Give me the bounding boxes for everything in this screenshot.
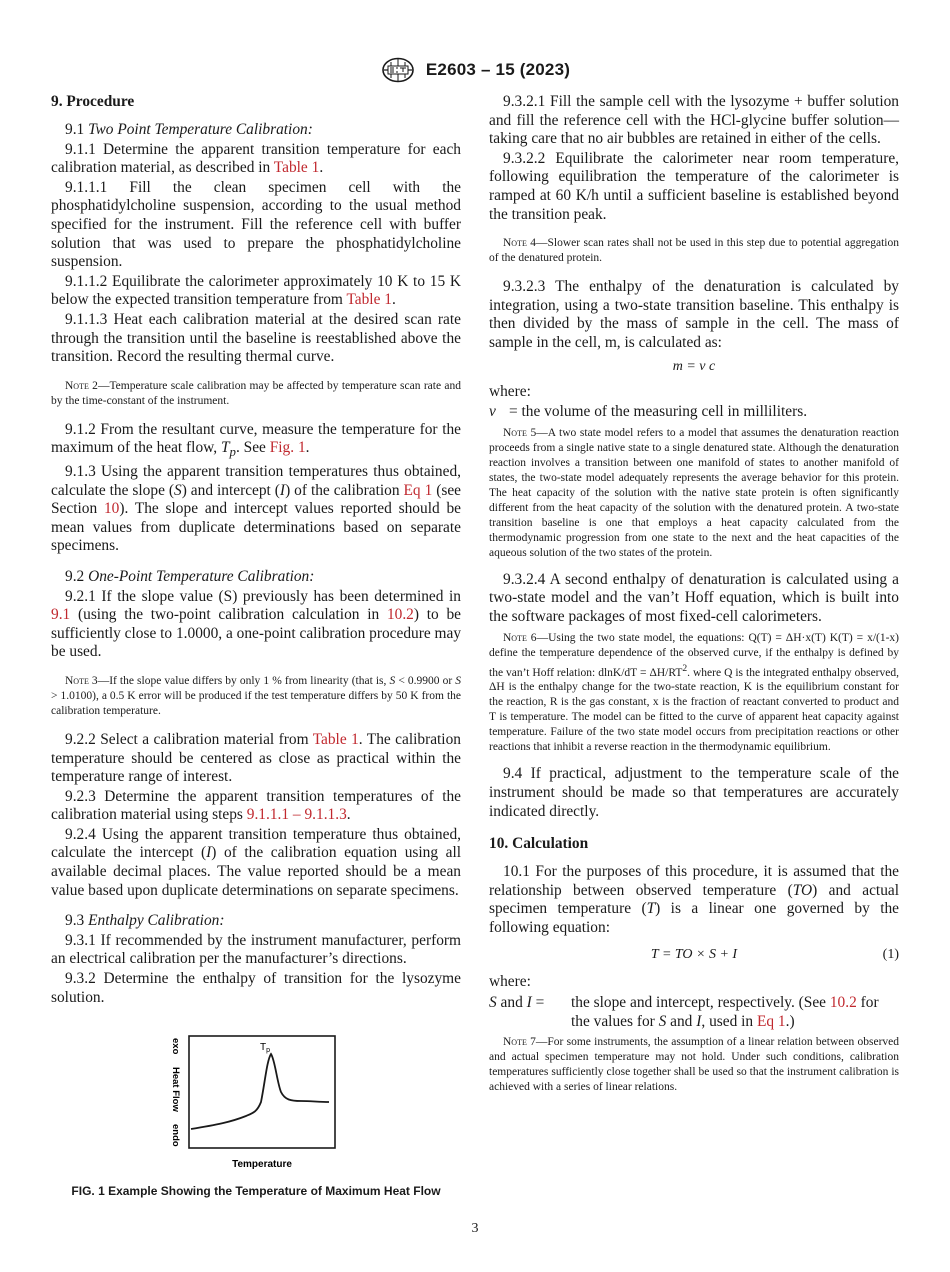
para-9-2-4: 9.2.4 Using the apparent transition temperature thus obtained, calculate the intercept (I) of the calibration equation using all available decimal places. The value reported should be a mean value based upon duplicate determinations on separate specimens. (51, 825, 461, 899)
table-1-link[interactable]: Table 1 (346, 291, 392, 309)
heat-flow-curve (191, 1054, 329, 1129)
left-column (51, 93, 461, 1008)
note-6: Note 6—Using the two state model, the equations: Q(T) = ΔH·x(T) K(T) = x/(1-x) define the temperature dependence of the observed curve, if the enthalpy is defined by the van’t Hoff relation: $dlnK/dT = \Delta H/RT^2$. where Q is the integrated enthalpy observed, ΔH is the enthalpy change for the two-state reaction, K is the equilibrium constant for the reaction, R is the gas constant, x is the fraction of reactant converted to product and T is temperature. The model can be fitted to the curve of apparent heat capacity against temperature. Failure of the two state model occurs from precipitation reactions or other reactions that inhibit a reverse reaction in the thermodynamic equilibrium. (489, 631, 900, 754)
note-5: Note 5—A two state model refers to a model that assumes the denaturation reaction proceeds from a single native state to a single denatured state. Although the denaturation reaction involves a transition between one manifold of states to another manifold of states, the two-state model adequately represents the average behavior for this protein. The heat capacity of the solution with the native state protein is often significantly different from the heat capacity of the solution with the denatured protein. A two-state transition baseline is one that employs a heat capacity calculated from the thermodynamic progression from one state to the next and the heat capacities of the aqueous solution of the two states of the protein. (489, 426, 900, 559)
section-10-2-link[interactable]: 10.2 (386, 606, 414, 624)
right-column (489, 93, 899, 1105)
steps-9-1-1-1-link[interactable]: 9.1.1.1 – 9.1.1.3 (246, 806, 347, 824)
para-9-1: 9.1 Two Point Temperature Calibration: (65, 121, 313, 138)
section-10-2-link[interactable]: 10.2 (829, 994, 857, 1012)
para-9-3: 9.3 Enthalpy Calibration: (65, 912, 225, 930)
para-10-1: 10.1 For the purposes of this procedure, it is assumed that the relationship between observed temperature (TO) and actual specimen temperature (T) is a linear one governed by the following equation: (489, 863, 899, 936)
where-label: where: (489, 382, 531, 400)
eq-1-link[interactable]: Eq 1 (403, 481, 433, 499)
eq-1-link[interactable]: Eq 1 (756, 1012, 786, 1030)
astm-logo-icon (380, 57, 416, 83)
figure-1 (51, 1030, 461, 1198)
page-header (0, 56, 950, 84)
fig-1-link[interactable]: Fig. 1 (269, 439, 306, 457)
table-1-link[interactable]: Table 1 (312, 730, 359, 748)
para-9-3-2-1: 9.3.2.1 Fill the sample cell with the lysozyme + buffer solution and fill the reference cell with the HCl-glycine buffer solution—taking care that no air bubbles are retained in either of the cells. (489, 93, 899, 148)
section-10-heading: 10. Calculation (489, 835, 589, 853)
note-7: Note 7—For some instruments, the assumption of a linear relation between observed and actual specimen temperature may not hold. Under such conditions, calibration temperatures sufficiently close together shall be used so that the instrument calibration is achieved with a series of linear relations. (489, 1036, 900, 1094)
y-label-heat-flow: Heat Flow (170, 1067, 181, 1112)
mass-formula: m = v c (672, 358, 716, 374)
para-9-1-1: 9.1.1 Determine the apparent transition temperature for each calibration material, as described in Table 1. (51, 140, 461, 177)
x-label-temperature: Temperature (232, 1159, 292, 1170)
note-2: Note 2—Temperature scale calibration may be affected by temperature scan rate and by the time-constant of the instrument. (51, 379, 461, 407)
section-9-heading: 9. Procedure (51, 93, 135, 110)
para-9-1-2: 9.1.2 From the resultant curve, measure the temperature for the maximum of the heat flow, $T_p$. See Fig. 1. (51, 420, 461, 460)
note-4: Note 4—Slower scan rates shall not be used in this step due to potential aggregation of the denatured protein. (489, 237, 899, 265)
para-9-1-1-2: 9.1.1.2 Equilibrate the calorimeter approximately 10 K to 15 K below the expected transition temperature from Table 1. (51, 272, 461, 309)
heat-flow-plot (161, 1030, 351, 1178)
y-label-endo: endo (170, 1124, 181, 1147)
para-9-1-3: 9.1.3 Using the apparent transition temperatures thus obtained, calculate the slope (S) and intercept (I) of the calibration Eq 1 (see Section 10). The slope and intercept values reported should be mean values from duplicate determinations based on separate specimens. (51, 462, 462, 555)
para-9-3-2-4: 9.3.2.4 A second enthalpy of denaturation is calculated using a two-state model and the van’t Hoff equation, which is built into the software packages of most fixed-cell calorimeters. (489, 570, 899, 625)
table-1-link[interactable]: Table 1 (273, 159, 320, 177)
peak-label: $T_p$ (260, 1042, 271, 1054)
standard-designation: E2603 – 15 (2023) (425, 60, 571, 79)
para-9-4: 9.4 If practical, adjustment to the temperature scale of the instrument should be made so that temperatures are accurately indicated directly. (489, 765, 899, 820)
definition-s-and-i: S and I = the slope and intercept, respectively. (See 10.2 for the values for S and I, used in Eq 1.) (489, 994, 879, 1030)
para-9-1-1-1: 9.1.1.1 Fill the clean specimen cell with the phosphatidylcholine suspension, according to the usual method specified for the instrument. Fill the reference cell with buffer solution that was used to prepare the phosphatidylcholine suspension. (51, 178, 461, 271)
para-9-3-1: 9.3.1 If recommended by the instrument manufacturer, perform an electrical calibration per the manufacturer’s directions. (51, 931, 461, 968)
equation-1 (489, 947, 899, 963)
page-number: 3 (471, 1221, 479, 1236)
para-9-3-2-3: 9.3.2.3 The enthalpy of the denaturation is calculated by integration, using a two-state transition baseline. This enthalpy is then divided by the mass of sample in the cell. The mass of sample in the cell, m, is calculated as: (489, 278, 899, 351)
equation-1-number: (1) (882, 947, 899, 963)
para-9-3-2: 9.3.2 Determine the enthalpy of transition for the lysozyme solution. (51, 970, 461, 1006)
para-9-3-2-2: 9.3.2.2 Equilibrate the calorimeter near room temperature, following equilibration the temperature of the calorimeter is ramped at 60 K/h until a sufficient baseline is established beyond the transition peak. (489, 149, 899, 223)
note-3: Note 3—If the slope value differs by only 1 % from linearity (that is, S < 0.9900 or S > 1.0100), a 0.5 K error will be produced if the test temperature differs by 50 K from the calibration temperature. (51, 674, 461, 717)
para-9-1-1-3: 9.1.1.3 Heat each calibration material at the desired scan rate through the transition until the baseline is reestablished above the transition. Record the resulting thermal curve. (51, 310, 461, 366)
where-label-2: where: (489, 973, 531, 991)
equation-1-body: T = TO × S + I (650, 947, 738, 963)
para-9-2-2: 9.2.2 Select a calibration material from Table 1. The calibration temperature should be centered as close as practical within the temperature range of interest. (51, 730, 461, 786)
section-10-link[interactable]: 10 (103, 500, 120, 518)
definition-v: v = the volume of the measuring cell in milliliters. (489, 403, 808, 421)
para-9-2-1: 9.2.1 If the slope value (S) previously has been determined in 9.1 (using the two-point calibration calculation in 10.2) to be sufficiently close to 1.0000, a one-point calibration procedure may be used. (51, 587, 462, 661)
y-label-exo: exo (170, 1038, 181, 1055)
figure-1-caption: FIG. 1 Example Showing the Temperature of Maximum Heat Flow (71, 1184, 441, 1198)
section-9-1-link[interactable]: 9.1 (51, 606, 71, 624)
para-9-2-3: 9.2.3 Determine the apparent transition temperatures of the calibration material using steps 9.1.1.1 – 9.1.1.3. (51, 787, 461, 824)
para-9-2: 9.2 One-Point Temperature Calibration: (65, 567, 315, 585)
